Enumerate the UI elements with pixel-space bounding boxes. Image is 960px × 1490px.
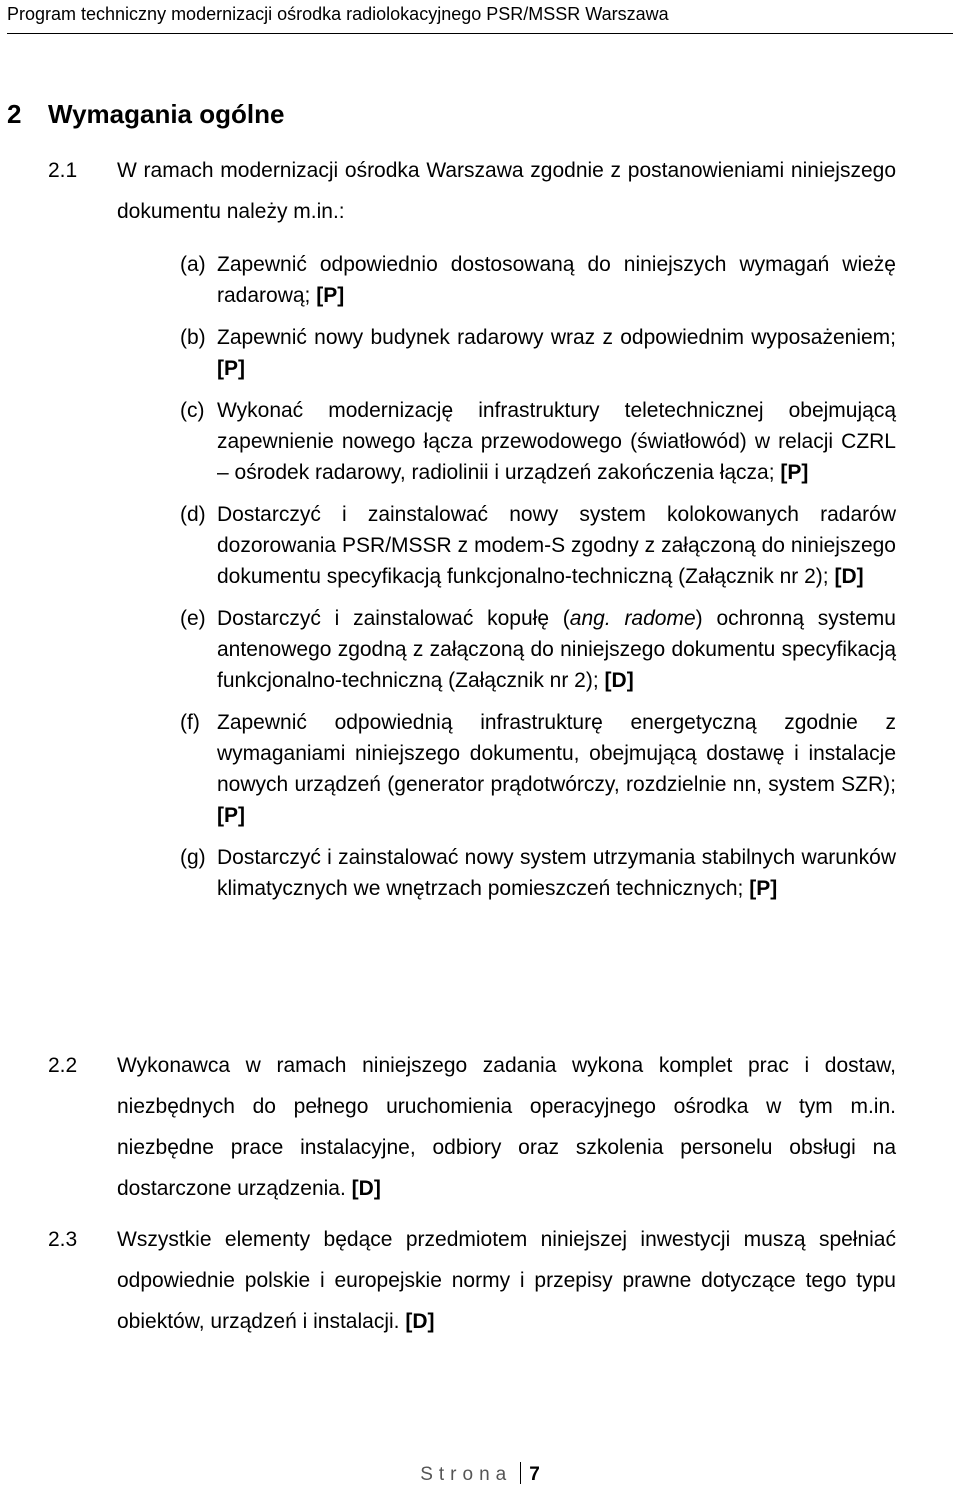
list-item <box>180 603 896 696</box>
paragraph-2-1 <box>48 150 896 232</box>
list-item <box>180 499 896 592</box>
footer-separator <box>520 1462 521 1484</box>
paragraph-2-3 <box>48 1219 896 1342</box>
paragraph-number: 2.3 <box>48 1228 78 1251</box>
paragraph-intro: W ramach modernizacji ośrodka Warszawa zgodnie z postanowieniami niniejszego dokumentu należy m.in.: <box>117 159 896 223</box>
list-item-label: (c) <box>180 399 205 422</box>
paragraph-text: Wszystkie elementy będące przedmiotem niniejszej inwestycji muszą spełniać odpowiednie polskie i europejskie normy i przepisy prawne dotyczące tego typu obiektów, urządzeń i instalacji. <box>117 1228 896 1333</box>
list-item-label: (f) <box>180 711 200 734</box>
list-item <box>180 842 896 904</box>
paragraph-2-2 <box>48 1045 896 1209</box>
heading-number: 2 <box>7 99 22 129</box>
list-item-tag: [D] <box>834 565 864 588</box>
list-item-text: ) ochronną systemu antenowego zgodną z załączoną do niniejszego dokumentu specyfikacją funkcjonalno-techniczną (Załącznik nr 2); <box>217 607 896 692</box>
list-item-tag: [D] <box>604 669 634 692</box>
list-item-text: Dostarczyć i zainstalować kopułę ( <box>217 607 570 630</box>
list-item-text: Zapewnić odpowiednio dostosowaną do niniejszych wymagań wieżę radarową; <box>217 253 896 307</box>
paragraph-tag: [D] <box>351 1177 381 1200</box>
list-item-label: (e) <box>180 607 206 630</box>
list-item <box>180 707 896 831</box>
list-item-text: Dostarczyć i zainstalować nowy system kolokowanych radarów dozorowania PSR/MSSR z modem-S zgodny z załączoną do niniejszego dokumentu specyfikacją funkcjonalno-techniczną (Załącznik nr 2); <box>217 503 896 588</box>
list-item-tag: [P] <box>217 357 245 380</box>
requirements-list <box>180 249 896 915</box>
list-item-text: Zapewnić odpowiednią infrastrukturę energetyczną zgodnie z wymaganiami niniejszego dokumentu, obejmującą dostawę i instalacje nowych urządzeń (generator prądotwórczy, rozdzielnie nn, system SZR); <box>217 711 896 796</box>
list-item-text: Dostarczyć i zainstalować nowy system utrzymania stabilnych warunków klimatycznych we wnętrzach pomieszczeń technicznych; <box>217 846 896 900</box>
list-item-italic: ang. radome <box>569 607 696 630</box>
paragraph-text: Wykonawca w ramach niniejszego zadania wykona komplet prac i dostaw, niezbędnych do pełnego uruchomienia operacyjnego ośrodka w tym m.in. niezbędne prace instalacyjne, odbiory oraz szkolenia personelu obsługi na dostarczone urządzenia. <box>117 1054 896 1200</box>
paragraph-number: 2.2 <box>48 1054 78 1077</box>
paragraph-number: 2.1 <box>48 159 78 182</box>
list-item-label: (b) <box>180 326 206 349</box>
list-item-tag: [P] <box>749 877 778 900</box>
page-footer <box>0 1462 960 1487</box>
list-item-tag: [P] <box>780 461 809 484</box>
list-item <box>180 322 896 384</box>
list-item-label: (g) <box>180 846 206 869</box>
list-item-tag: [P] <box>217 804 245 827</box>
page-number: 7 <box>529 1464 540 1485</box>
list-item <box>180 395 896 488</box>
section-heading <box>7 98 284 130</box>
paragraph-tag: [D] <box>405 1310 435 1333</box>
list-item-label: (d) <box>180 503 206 526</box>
list-item-label: (a) <box>180 253 206 276</box>
list-item-text: Wykonać modernizację infrastruktury teletechnicznej obejmującą zapewnienie nowego łącza przewodowego (światłowód) w relacji CZRL – ośrodek radarowy, radiolinii i urządzeń zakończenia łącza; <box>217 399 896 484</box>
list-item-tag: [P] <box>316 284 345 307</box>
running-header: Program techniczny modernizacji ośrodka radiolokacyjnego PSR/MSSR Warszawa <box>7 2 953 34</box>
list-item-text: Zapewnić nowy budynek radarowy wraz z odpowiednim wyposażeniem; <box>217 326 896 349</box>
heading-title: Wymagania ogólne <box>48 99 285 129</box>
list-item <box>180 249 896 311</box>
footer-label: Strona <box>420 1464 513 1485</box>
